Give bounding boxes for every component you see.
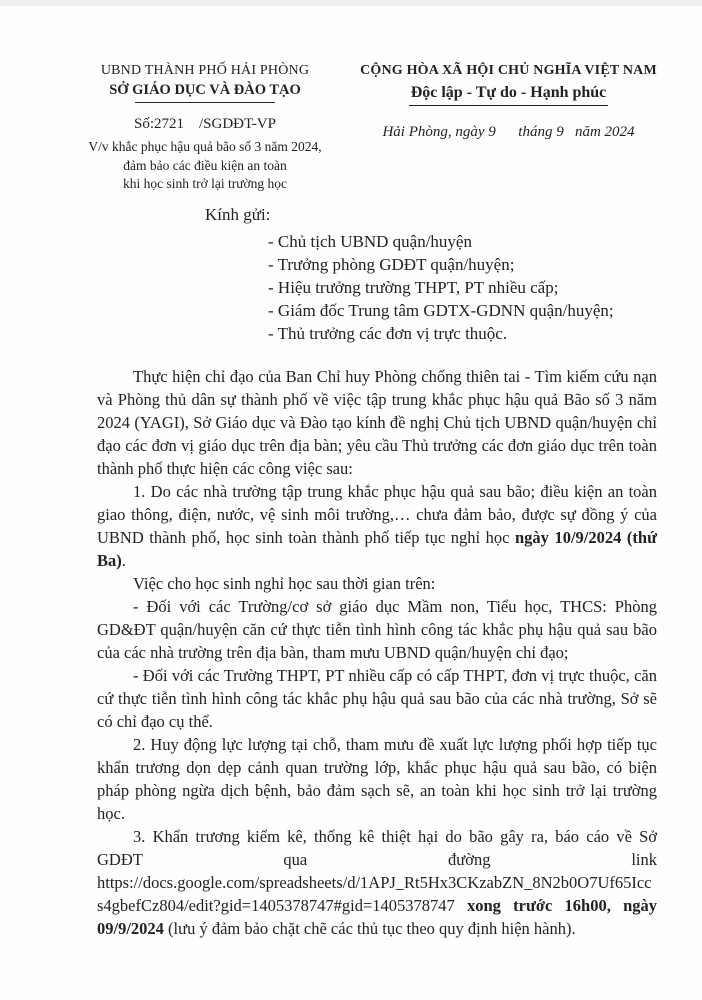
subject-line: V/v khắc phục hậu quả bão số 3 năm 2024,: [88, 139, 322, 154]
recipient-item: - Thủ trưởng các đơn vị trực thuộc.: [268, 323, 508, 343]
agency-name: SỞ GIÁO DỤC VÀ ĐÀO TẠO: [109, 82, 301, 98]
item3-text: 3. Khẩn trương kiểm kê, thống kê thiệt hại do bão gây ra, báo cáo về Sở GDĐT qua đường link: [97, 826, 657, 869]
paragraph-note: [97, 572, 657, 595]
paragraph-dash-1: [97, 595, 657, 664]
dash1-text: - Đối với các Trường/cơ sở giáo dục Mầm non, Tiểu học, THCS: Phòng GD&ĐT quận/huyện căn cứ thực tiễn tình hình công tác khắc phụ hậu quả sau bão của các nhà trường trên địa bàn, tham mưu UBND quận/huyện chỉ đạo;: [97, 596, 657, 662]
scan-edge-strip: [0, 0, 702, 6]
recipient-item: - Chủ tịch UBND quận/huyện: [268, 231, 472, 251]
national-title: CỘNG HÒA XÃ HỘI CHỦ NGHĨA VIỆT NAM: [360, 63, 657, 78]
paragraph-item-3: [97, 825, 657, 940]
subject-line: đảm bảo các điều kiện an toàn: [123, 157, 287, 173]
document-number: Số:2721 /SGDĐT-VP: [134, 116, 276, 132]
salutation-label: Kính gửi:: [205, 204, 271, 224]
paragraph-item-2: [97, 733, 657, 825]
item1-period: .: [121, 550, 126, 570]
item3-closing: (lưu ý đảm bảo chặt chẽ các thủ tục theo quy định hiện hành).: [163, 918, 576, 938]
paragraph-item-1: [97, 480, 657, 572]
item3-bold-deadline: xong trước 16h00, ngày 09/9/2024: [97, 895, 657, 938]
item1-bold-date: ngày 10/9/2024 (thứ Ba): [97, 527, 657, 570]
report-spreadsheet-link[interactable]: https://docs.google.com/spreadsheets/d/1APJ_Rt5Hx3CKzabZN_8N2b0O7Uf65Iccs4gbefCz804/edit?gid=1405378747#gid=1405378747: [97, 872, 652, 915]
dash2-text: - Đối với các Trường THPT, PT nhiều cấp có cấp THPT, đơn vị trực thuộc, căn cứ thực tiễn tình hình công tác khắc phụ hậu quả sau bão của các nhà trường, Sở sẽ có chỉ đạo cụ thể.: [97, 665, 657, 731]
document-subject: [65, 138, 345, 194]
recipients-section: [0, 204, 702, 345]
item2-text: 2. Huy động lực lượng tại chỗ, tham mưu đề xuất lực lượng phối hợp tiếp tục khẩn trương dọn dẹp cảnh quan trường lớp, khắc phục hậu quả sau bão, có biện pháp phòng ngừa dịch bệnh, bảo đảm sạch sẽ, an toàn khi học sinh trở lại trường học.: [97, 734, 657, 823]
document-body: [97, 365, 657, 940]
subject-line: khi học sinh trở lại trường học: [122, 176, 288, 191]
paragraph-dash-2: [97, 664, 657, 733]
paragraph-intro: [97, 365, 657, 480]
national-motto-wrap: [345, 83, 672, 106]
document-header: [0, 62, 702, 194]
note-text: Việc cho học sinh nghỉ học sau thời gian trên:: [133, 573, 436, 593]
intro-text: Thực hiện chỉ đạo của Ban Chỉ huy Phòng chống thiên tai - Tìm kiếm cứu nạn và Phòng thủ dân sự thành phố về việc tập trung khắc phục hậu quả Bão số 3 năm 2024 (YAGI), Sở Giáo dục và Đào tạo kính đề nghị Chủ tịch UBND quận/huyện chỉ đạo các đơn vị giáo dục trên địa bàn; yêu cầu Thủ trưởng các đơn giáo dục trên toàn thành phố thực hiện các công việc sau:: [97, 366, 657, 478]
recipient-item: - Trưởng phòng GDĐT quận/huyện;: [268, 254, 515, 274]
issuing-agency-block: [65, 62, 345, 194]
recipient-item: - Giám đốc Trung tâm GDTX-GDNN quận/huyện;: [268, 300, 614, 320]
agency-underline-rule: [135, 102, 275, 103]
place-dateline: Hải Phòng, ngày 9 tháng 9 năm 2024: [382, 124, 635, 140]
national-header-block: [345, 62, 672, 194]
national-motto: Độc lập - Tự do - Hạnh phúc: [409, 83, 609, 106]
recipient-item: - Hiệu trưởng trường THPT, PT nhiều cấp;: [268, 277, 559, 297]
agency-parent-name: UBND THÀNH PHỐ HẢI PHÒNG: [100, 63, 310, 78]
item1-text: 1. Do các nhà trường tập trung khắc phục hậu quả sau bão; điều kiện an toàn giao thông, điện, nước, vệ sinh môi trường,… chưa đảm bảo, được sự đồng ý của UBND thành phố, học sinh toàn thành phố tiếp tục nghỉ học: [97, 481, 657, 547]
recipient-list: [268, 230, 702, 345]
